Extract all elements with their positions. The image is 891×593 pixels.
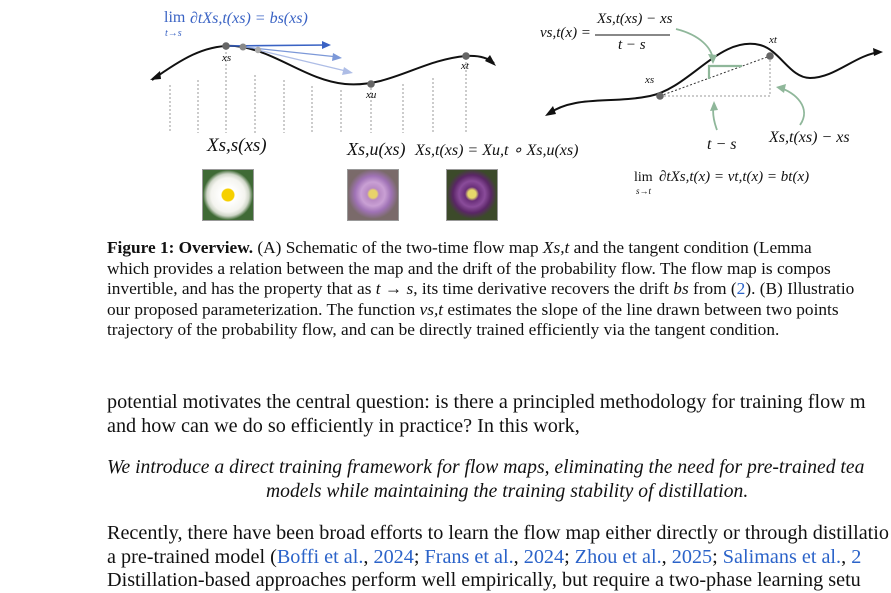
annot-arrow-v [676,29,713,60]
label-t-minus-s: t − s [707,136,737,153]
point-xs-a [222,42,230,50]
point-near-xs-1 [240,44,247,51]
citation-zhou[interactable]: Zhou et al. [574,545,662,568]
label-xt-b: xt [769,34,777,46]
v-definition-lhs: vs,t(x) = [540,25,591,41]
point-xs-b [656,92,664,100]
annot-arrow-diff [780,88,804,125]
limit-a-lim: lim [164,9,186,26]
caption-text-3c: from ( [688,279,737,299]
citation-salimans-year[interactable]: 2 [851,545,862,568]
limit-a-sub: t→s [165,28,182,39]
label-Xsu: Xs,u(xs) [347,139,406,159]
related-work-line-3: Distillation-based approaches perform well empirically, but require a two-phase learning setu [107,569,861,591]
v-definition-denominator: t − s [618,37,646,53]
figure-1 [0,0,891,232]
related-work-text: a pre-trained model ( [107,545,277,568]
flower-image-daisy [202,169,254,221]
citation-zhou-year[interactable]: 2025 [671,545,713,568]
caption-text-3a: invertible, and has the property that as [107,279,376,299]
annot-arrowhead-diff [776,84,786,93]
caption-text-3d: ). (B) Illustratio [745,279,855,299]
paragraph-related-work [107,522,889,593]
caption-line-1 [107,238,891,259]
caption-text-3b: , its time derivative recovers the drift [413,279,674,299]
limit-a-expression: ∂tXs,t(xs) = bs(xs) [190,10,308,27]
panel-b-arrowhead-left [545,106,556,116]
flower-image-mid [347,169,399,221]
caption-text-4a: our proposed parameterization. The function [107,299,420,319]
related-work-line-2: a pre-trained model (Boffi et al., 2024; Frans et al., 2024; Zhou et al., 2025; Salimans et al., 2 [107,545,862,568]
label-composition: Xs,t(xs) = Xu,t ∘ Xs,u(xs) [415,142,579,159]
panel-a-arrowhead-left [150,71,161,80]
label-xs-a: xs [222,52,232,64]
contribution-line-2: models while maintaining the training stability of distillation. [266,480,749,502]
point-xt-a [462,52,470,60]
caption-text-1b: and the tangent condition (Lemma [569,238,812,257]
caption-text-1a: (A) Schematic of the two-time flow map [253,238,543,257]
paragraph-motivation-line-1: potential motivates the central question: is there a principled methodology for training flow m [107,391,866,413]
annot-arrowhead-v [708,54,717,64]
limit-b-lim: lim [634,170,653,185]
label-displacement: Xs,t(xs) − xs [769,129,850,146]
caption-text-4b: estimates the slope of the line drawn between two points [443,299,839,319]
citation-salimans[interactable]: Salimans et al. [722,545,842,568]
point-xt-b [766,52,774,60]
label-xu: xu [366,89,377,101]
flower-image-passion [446,169,498,221]
caption-math-Xst: Xs,t [542,238,570,257]
caption-title: Figure 1: Overview. [107,238,254,257]
caption-line-2: which provides a relation between the map and the drift of the probability flow. The flow map is compos [107,258,831,278]
citation-frans-year[interactable]: 2024 [523,545,565,568]
paragraph-motivation [107,391,866,438]
panel-a-arrowhead-right [485,55,496,66]
caption-math-vst: vs,t [419,299,444,319]
citation-boffi-year[interactable]: 2024 [373,545,414,568]
contribution-line-1: We introduce a direct training framework for flow maps, eliminating the need for pre-trained tea [107,457,865,478]
label-Xss: Xs,s(xs) [207,135,267,156]
v-definition-numerator: Xs,t(xs) − xs [597,11,673,27]
caption-line-3 [107,279,891,300]
panel-a-dotted-lines [170,48,466,133]
label-xs-b: xs [645,74,655,86]
limit-b-sub: s→t [636,186,652,196]
related-work-line-1: Recently, there have been broad efforts to learn the flow map either directly or through distillatio [107,522,889,544]
paragraph-motivation-line-2: and how can we do so efficiently in practice? In this work, [107,414,580,437]
citation-frans[interactable]: Frans et al. [424,545,514,568]
point-xu [367,80,375,88]
equation-link-2[interactable]: 2 [736,279,746,299]
limit-b-expression: ∂tXs,t(x) = vt,t(x) = bt(x) [659,169,810,185]
label-xt-a: xt [461,60,469,72]
panel-b-arrowhead-right [873,48,883,56]
figure-caption [107,238,891,341]
annot-arrowhead-ts [710,101,718,111]
caption-line-5: trajectory of the probability flow, and can be directly trained efficiently via the tangent condition. [107,320,780,340]
caption-math-limit: t → s [375,279,414,299]
caption-math-bs: bs [673,279,689,299]
secant-line [660,56,770,96]
caption-line-4 [107,300,891,321]
citation-boffi[interactable]: Boffi et al. [276,545,364,568]
contribution-statement [107,456,891,503]
point-near-xs-2 [255,47,261,53]
